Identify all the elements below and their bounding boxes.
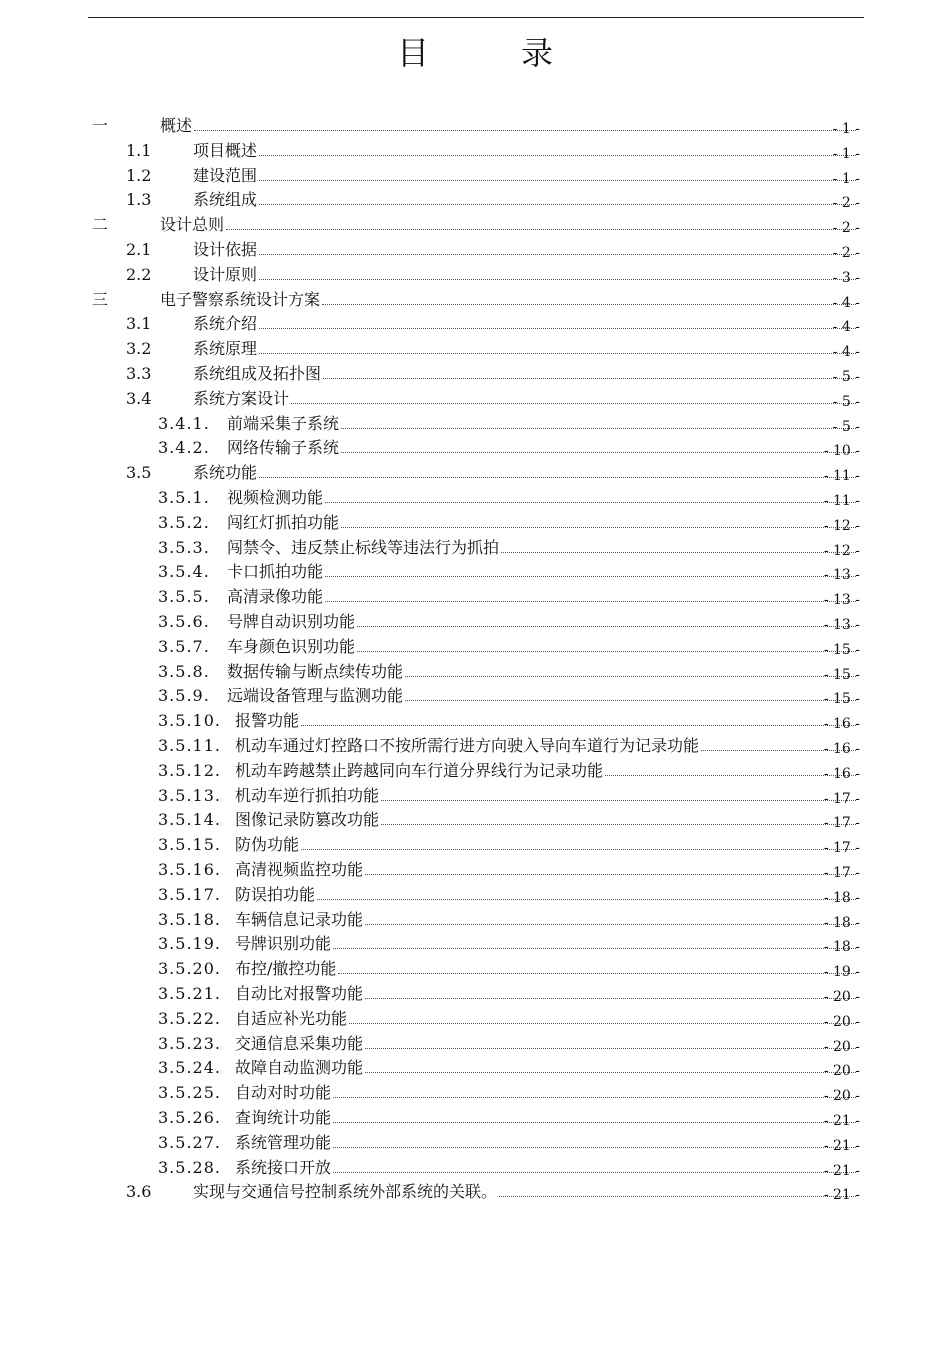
toc-entry-label-wrap	[235, 984, 858, 1004]
toc-entry-page: - 16 -	[823, 765, 860, 782]
toc-entry-label: 系统组成及拓扑图	[193, 364, 322, 383]
toc-entry-label-wrap	[235, 959, 858, 979]
toc-entry-number: 3.5.5.	[158, 587, 210, 607]
toc-entry-number: 3.5.8.	[158, 661, 210, 681]
toc-entry-number: 3.5.14.	[158, 810, 221, 830]
toc-entry-page: - 13 -	[823, 617, 860, 633]
toc-entry[interactable]	[0, 585, 950, 610]
toc-dot-leader	[338, 972, 856, 974]
toc-entry-number: 3.5.28.	[158, 1157, 221, 1177]
toc-entry-number: 3.5.12.	[158, 760, 221, 780]
toc-entry-page: - 1 -	[832, 121, 860, 137]
toc-entry-label: 系统接口开放	[235, 1157, 332, 1177]
toc-entry-label: 前端采集子系统	[227, 413, 340, 433]
toc-entry-number: 3.3	[126, 364, 152, 383]
toc-entry[interactable]	[0, 982, 950, 1007]
toc-entry-number: 3.4.1.	[158, 413, 210, 433]
toc-entry[interactable]	[0, 833, 950, 858]
toc-entry-page: - 21 -	[823, 1162, 860, 1179]
toc-entry[interactable]	[0, 883, 950, 908]
toc-entry-label: 实现与交通信号控制系统外部系统的关联。	[193, 1182, 498, 1202]
toc-entry-page: - 4 -	[832, 319, 860, 336]
toc-entry-page: - 10 -	[823, 443, 860, 460]
toc-entry-label-wrap	[227, 414, 858, 434]
toc-dot-leader	[259, 476, 856, 478]
toc-entry-page: - 15 -	[823, 691, 860, 708]
toc-entry-label: 数据传输与断点续传功能	[227, 661, 404, 681]
toc-entry-label: 设计依据	[193, 240, 258, 259]
toc-entry-number: 1.1	[126, 140, 152, 160]
toc-entry-label: 远端设备管理与监测功能	[227, 686, 404, 706]
toc-entry[interactable]	[0, 263, 950, 288]
toc-entry-page: - 13 -	[823, 592, 860, 609]
toc-entry-page: - 20 -	[823, 989, 860, 1005]
toc-entry-number: 3.5.24.	[158, 1058, 221, 1078]
toc-entry-label-wrap	[235, 1083, 858, 1103]
toc-entry[interactable]	[0, 164, 950, 189]
toc-dot-leader	[226, 228, 856, 230]
toc-entry-number: 3.5.22.	[158, 1008, 221, 1028]
toc-entry[interactable]	[0, 188, 950, 213]
toc-entry-number: 3.5.25.	[158, 1083, 221, 1103]
toc-entry-label-wrap	[235, 835, 858, 855]
toc-entry-number: 3.5.21.	[158, 984, 221, 1003]
toc-entry-label: 视频检测功能	[227, 488, 324, 507]
toc-dot-leader	[291, 402, 856, 404]
toc-entry[interactable]	[0, 387, 950, 412]
toc-entry[interactable]	[0, 684, 950, 709]
toc-dot-leader	[259, 154, 856, 156]
toc-entry-page: - 20 -	[823, 1013, 860, 1030]
toc-entry-label-wrap	[193, 389, 858, 409]
toc-entry-label-wrap	[235, 1108, 858, 1128]
toc-entry-number: 3.6	[126, 1182, 152, 1202]
toc-entry-page: - 18 -	[823, 939, 860, 956]
toc-entry[interactable]	[0, 908, 950, 933]
toc-entry[interactable]	[0, 362, 950, 387]
toc-entry-page: - 15 -	[823, 641, 860, 658]
toc-entry-label-wrap	[193, 1182, 858, 1202]
toc-entry-label-wrap	[235, 761, 858, 781]
toc-entry-number: 3.4	[126, 388, 152, 408]
toc-entry-label: 电子警察系统设计方案	[160, 289, 321, 309]
toc-entry-label: 系统功能	[193, 463, 258, 483]
toc-entry[interactable]	[0, 858, 950, 883]
toc-entry-label-wrap	[235, 1133, 858, 1153]
toc-entry[interactable]	[0, 114, 950, 139]
toc-dot-leader	[357, 650, 856, 652]
toc-entry-number: 三	[92, 289, 109, 309]
toc-dot-leader	[301, 724, 856, 726]
toc-entry[interactable]	[0, 511, 950, 536]
toc-entry-number: 3.5.16.	[158, 860, 221, 879]
toc-entry[interactable]	[0, 461, 950, 486]
toc-entry-number: 2.2	[126, 264, 152, 284]
toc-entry-page: - 21 -	[823, 1187, 860, 1204]
toc-dot-leader	[325, 600, 856, 602]
toc-dot-leader	[333, 1146, 856, 1148]
toc-entry[interactable]	[0, 1156, 950, 1181]
toc-entry-label-wrap	[235, 711, 858, 731]
toc-entry-label-wrap	[235, 1009, 858, 1029]
toc-entry[interactable]	[0, 1032, 950, 1057]
toc-entry-number: 一	[92, 116, 109, 135]
toc-dot-leader	[365, 1071, 856, 1073]
toc-entry-label-wrap	[193, 265, 858, 285]
toc-entry-page: - 17 -	[823, 790, 860, 807]
toc-dot-leader	[259, 278, 856, 280]
toc-entry-label: 机动车跨越禁止跨越同向车行道分界线行为记录功能	[235, 760, 604, 780]
toc-entry[interactable]	[0, 412, 950, 437]
toc-entry[interactable]	[0, 660, 950, 685]
toc-entry-page: - 16 -	[823, 741, 860, 757]
toc-entry-label: 车身颜色识别功能	[227, 636, 356, 656]
toc-entry-label-wrap	[227, 587, 858, 607]
toc-entry-label: 防误拍功能	[235, 884, 316, 904]
toc-dot-leader	[333, 1121, 856, 1123]
page-title: 目 录	[396, 34, 583, 72]
toc-entry-label: 建设范围	[193, 165, 258, 185]
toc-entry-label: 故障自动监测功能	[235, 1058, 364, 1078]
toc-entry-number: 3.5.27.	[158, 1132, 221, 1152]
toc-entry-label: 防伪功能	[235, 835, 300, 855]
toc-entry-label-wrap	[227, 488, 858, 508]
toc-dot-leader	[259, 253, 856, 255]
toc-entry-label: 系统组成	[193, 190, 258, 210]
toc-dot-leader	[349, 1022, 856, 1024]
toc-entry-label-wrap	[235, 1158, 858, 1178]
toc-entry[interactable]	[0, 436, 950, 461]
toc-entry-number: 3.5.19.	[158, 934, 221, 954]
toc-entry[interactable]	[0, 808, 950, 833]
toc-entry-page: - 17 -	[823, 865, 860, 881]
toc-dot-leader	[323, 377, 856, 379]
toc-entry-label: 自动比对报警功能	[235, 984, 364, 1003]
toc-entry[interactable]	[0, 1180, 950, 1205]
toc-entry-label-wrap	[227, 562, 858, 582]
toc-entry-number: 3.4.2.	[158, 438, 210, 458]
toc-entry[interactable]	[0, 932, 950, 957]
toc-entry[interactable]	[0, 560, 950, 585]
toc-entry-label-wrap	[193, 240, 858, 260]
toc-entry[interactable]	[0, 1056, 950, 1081]
toc-entry-page: - 1 -	[832, 170, 860, 187]
toc-entry-page: - 20 -	[823, 1088, 860, 1105]
toc-entry-label: 系统管理功能	[235, 1132, 332, 1152]
toc-entry-page: - 19 -	[823, 964, 860, 981]
toc-entry-label-wrap	[227, 686, 858, 706]
toc-entry-label-wrap	[227, 538, 858, 558]
toc-entry-number: 3.5.13.	[158, 785, 221, 805]
toc-entry-label: 机动车通过灯控路口不按所需行进方向驶入导向车道行为记录功能	[235, 736, 700, 755]
toc-entry-number: 3.5.18.	[158, 909, 221, 929]
toc-entry-label: 系统原理	[193, 339, 258, 359]
toc-entry-number: 3.5.23.	[158, 1033, 221, 1053]
toc-dot-leader	[259, 352, 856, 354]
toc-entry-label-wrap	[160, 290, 858, 310]
toc-entry-number: 二	[92, 215, 109, 235]
toc-entry[interactable]	[0, 635, 950, 660]
toc-entry-label-wrap	[227, 438, 858, 458]
toc-dot-leader	[381, 799, 856, 801]
toc-entry-page: - 5 -	[832, 418, 860, 435]
toc-entry-page: - 3 -	[832, 269, 860, 286]
toc-dot-leader	[365, 873, 856, 875]
toc-entry-label: 号牌自动识别功能	[227, 612, 356, 631]
toc-entry-label-wrap	[227, 637, 858, 657]
toc-dot-leader	[341, 526, 856, 528]
toc-entry-label-wrap	[227, 612, 858, 632]
toc-entry[interactable]	[0, 610, 950, 635]
toc-entry[interactable]	[0, 709, 950, 734]
toc-entry-page: - 2 -	[832, 220, 860, 237]
toc-entry-page: - 2 -	[832, 195, 860, 212]
toc-entry-number: 3.5.26.	[158, 1108, 221, 1127]
toc-entry[interactable]	[0, 734, 950, 759]
toc-dot-leader	[501, 551, 856, 553]
toc-dot-leader	[405, 675, 856, 677]
toc-entry-label: 设计原则	[193, 264, 258, 284]
toc-entry-label-wrap	[160, 215, 858, 235]
toc-entry-page: - 20 -	[823, 1063, 860, 1080]
toc-entry-label: 设计总则	[160, 215, 225, 235]
toc-entry-label-wrap	[193, 463, 858, 483]
toc-entry-page: - 1 -	[832, 145, 860, 162]
toc-entry-label: 车辆信息记录功能	[235, 909, 364, 929]
toc-entry-label: 报警功能	[235, 711, 300, 731]
toc-entry-label: 自适应补光功能	[235, 1008, 348, 1028]
toc-dot-leader	[333, 1171, 856, 1173]
toc-entry-label: 高清视频监控功能	[235, 860, 364, 879]
toc-dot-leader	[405, 699, 856, 701]
toc-entry[interactable]	[0, 312, 950, 337]
toc-entry[interactable]	[0, 213, 950, 238]
toc-entry-label-wrap	[193, 190, 858, 210]
toc-entry-page: - 4 -	[832, 294, 860, 311]
toc-dot-leader	[322, 303, 856, 305]
toc-dot-leader	[499, 1195, 856, 1197]
toc-entry-number: 3.5.7.	[158, 636, 210, 656]
toc-entry-label-wrap	[235, 736, 858, 756]
toc-entry-label-wrap	[235, 885, 858, 905]
toc-entry-number: 3.5.17.	[158, 884, 221, 904]
toc-entry-label: 卡口抓拍功能	[227, 562, 324, 582]
toc-entry-number: 3.5.6.	[158, 612, 210, 631]
toc-entry-page: - 15 -	[823, 666, 860, 683]
toc-entry-page: - 11 -	[823, 468, 860, 485]
toc-dot-leader	[365, 1047, 856, 1049]
toc-entry-label: 闯红灯抓拍功能	[227, 512, 340, 532]
toc-dot-leader	[325, 501, 856, 503]
toc-entry[interactable]	[0, 486, 950, 511]
toc-dot-leader	[259, 203, 856, 205]
toc-entry-label-wrap	[235, 1058, 858, 1078]
toc-entry-number: 2.1	[126, 240, 152, 259]
toc-dot-leader	[341, 451, 856, 453]
toc-entry-number: 3.5.3.	[158, 537, 210, 557]
toc-dot-leader	[333, 947, 856, 949]
toc-entry-label-wrap	[235, 810, 858, 830]
toc-entry[interactable]	[0, 957, 950, 982]
toc-entry[interactable]	[0, 139, 950, 164]
toc-entry-label-wrap	[235, 786, 858, 806]
toc-entry-page: - 21 -	[823, 1137, 860, 1154]
toc-entry-label: 高清录像功能	[227, 587, 324, 607]
toc-entry-number: 3.1	[126, 314, 152, 334]
toc-entry-label: 机动车逆行抓拍功能	[235, 785, 380, 805]
toc-entry-label-wrap	[193, 314, 858, 334]
toc-entry-label: 图像记录防篡改功能	[235, 810, 380, 830]
toc-entry-label-wrap	[235, 910, 858, 930]
toc-entry-page: - 13 -	[823, 567, 860, 584]
toc-entry-number: 3.5.20.	[158, 959, 221, 979]
toc-entry-page: - 5 -	[832, 393, 860, 410]
toc-dot-leader	[357, 625, 856, 627]
toc-entry[interactable]	[0, 784, 950, 809]
toc-entry-number: 3.2	[126, 339, 152, 359]
toc-entry-label: 系统介绍	[193, 314, 258, 334]
toc-entry-page: - 20 -	[823, 1038, 860, 1055]
toc-entry-number: 3.5.11.	[158, 736, 221, 755]
toc-entry-label-wrap	[235, 934, 858, 954]
toc-dot-leader	[194, 129, 856, 131]
toc-dot-leader	[365, 997, 856, 999]
toc-entry-number: 3.5.15.	[158, 835, 221, 855]
toc-entry-label: 概述	[160, 116, 193, 135]
top-rule	[88, 17, 864, 18]
toc-entry-label: 布控/撤控功能	[235, 959, 337, 979]
toc-entry-page: - 5 -	[832, 369, 860, 385]
toc-entry-number: 1.2	[126, 165, 152, 185]
toc-entry-label: 查询统计功能	[235, 1108, 332, 1127]
toc-dot-leader	[301, 848, 856, 850]
toc-entry[interactable]	[0, 759, 950, 784]
toc-entry-label-wrap	[235, 1034, 858, 1054]
toc-entry-page: - 16 -	[823, 716, 860, 733]
toc-dot-leader	[605, 774, 856, 776]
toc-entry-number: 3.5	[126, 463, 152, 483]
toc-entry-number: 3.5.4.	[158, 562, 210, 582]
toc-entry-label: 号牌识别功能	[235, 934, 332, 954]
toc-entry[interactable]	[0, 1081, 950, 1106]
toc-entry-label-wrap	[160, 116, 858, 136]
toc-entry-label-wrap	[235, 860, 858, 880]
toc-entry-label-wrap	[193, 166, 858, 186]
toc-entry[interactable]	[0, 536, 950, 561]
toc-dot-leader	[333, 1096, 856, 1098]
toc-entry-page: - 12 -	[823, 517, 860, 534]
toc-entry-page: - 17 -	[823, 840, 860, 857]
toc-entry-label: 系统方案设计	[193, 388, 290, 408]
toc-dot-leader	[259, 327, 856, 329]
toc-dot-leader	[341, 427, 856, 429]
toc-entry-label: 闯禁令、违反禁止标线等违法行为抓拍	[227, 537, 500, 557]
toc-entry[interactable]	[0, 1007, 950, 1032]
toc-entry[interactable]	[0, 1106, 950, 1131]
toc-entry-page: - 11 -	[823, 493, 860, 509]
toc-entry-label-wrap	[193, 364, 858, 384]
toc-entry-label-wrap	[193, 339, 858, 359]
toc-entry-page: - 4 -	[832, 344, 860, 361]
toc-entry-number: 3.5.10.	[158, 711, 221, 731]
toc-entry[interactable]	[0, 337, 950, 362]
toc-entry-page: - 17 -	[823, 815, 860, 832]
toc-entry-number: 3.5.9.	[158, 686, 210, 706]
toc-entry-page: - 18 -	[823, 914, 860, 931]
toc-entry-label-wrap	[227, 513, 858, 533]
toc-entry-number: 1.3	[126, 190, 152, 210]
toc-dot-leader	[365, 923, 856, 925]
toc-entry-page: - 21 -	[823, 1113, 860, 1129]
toc-entry[interactable]	[0, 238, 950, 263]
toc-dot-leader	[381, 823, 856, 825]
toc-entry-number: 3.5.2.	[158, 512, 210, 532]
toc-dot-leader	[325, 575, 856, 577]
toc-entry-page: - 18 -	[823, 889, 860, 906]
toc-entry-label-wrap	[227, 662, 858, 682]
toc-entry-label: 项目概述	[193, 140, 258, 160]
toc-entry-page: - 12 -	[823, 542, 860, 559]
toc-entry-label-wrap	[193, 141, 858, 161]
toc-entry-label: 交通信息采集功能	[235, 1033, 364, 1053]
toc-entry-page: - 2 -	[832, 245, 860, 261]
toc-entry[interactable]	[0, 288, 950, 313]
toc-entry-number: 3.5.1.	[158, 488, 210, 507]
toc-entry[interactable]	[0, 1131, 950, 1156]
toc-dot-leader	[259, 179, 856, 181]
toc-dot-leader	[317, 898, 856, 900]
toc-entry-label: 自动对时功能	[235, 1083, 332, 1103]
toc-entry-label: 网络传输子系统	[227, 438, 340, 458]
